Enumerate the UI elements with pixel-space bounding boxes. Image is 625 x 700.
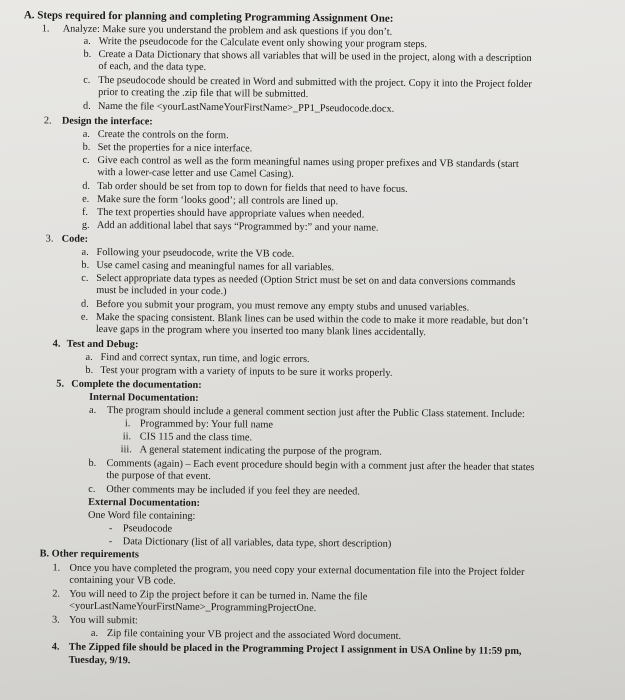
- design-c-text-2: with a lower-case letter and use Camel Casing).: [97, 166, 294, 180]
- design-heading: Design the interface:: [61, 115, 153, 128]
- roman-ii-mark: ii.: [122, 431, 132, 443]
- design-g-text: Add an additional label that says “Programmed by:” and your name.: [96, 219, 379, 234]
- internal-b-text-2: the purpose of that event.: [106, 470, 211, 483]
- design-a-mark: a.: [82, 128, 90, 140]
- design-d-mark: d.: [82, 180, 91, 192]
- internal-doc-heading: Internal Documentation:: [89, 391, 199, 404]
- submit-a-text: Zip file containing your VB project and the associated Word document.: [106, 628, 402, 642]
- code-e-text-2: leave gaps in the program where you inserted too many blank lines accidentally.: [95, 323, 427, 339]
- design-g-mark: g.: [81, 219, 90, 231]
- doc-number: 5.: [56, 378, 65, 390]
- code-d-mark: d.: [81, 298, 89, 310]
- analyze-c-mark: c.: [83, 74, 91, 86]
- test-b-text: Test your program with a variety of inputs to be sure it works properly.: [100, 364, 393, 379]
- test-a-text: Find and correct syntax, run time, and logic errors.: [100, 351, 310, 365]
- bullet-dictionary-text: Data Dictionary (list of all variables, data type, short description): [122, 536, 392, 550]
- other-2-mark: 2.: [52, 588, 61, 600]
- section-b-title: B. Other requirements: [39, 548, 139, 561]
- bullet-dictionary-mark: -: [108, 536, 113, 548]
- analyze-d-text: Name the file <yourLastNameYourFirstName>_PP1_Pseudocode.docx.: [97, 100, 395, 115]
- code-e-mark: e.: [80, 311, 89, 323]
- analyze-a-text: Write the pseudocode for the Calculate event only showing your program steps.: [98, 35, 428, 51]
- submit-a-mark: a.: [90, 627, 99, 639]
- code-number: 3.: [45, 233, 54, 245]
- other-2-text-1: You will need to Zip the project before it can be turned in. Name the file: [69, 588, 368, 603]
- external-doc-intro: One Word file containing:: [88, 509, 196, 522]
- section-a-title: A. Steps required for planning and completing Programming Assignment One:: [23, 9, 394, 25]
- internal-a-mark: a.: [89, 404, 97, 416]
- bullet-pseudocode-mark: -: [108, 523, 113, 535]
- analyze-d-mark: d.: [82, 100, 91, 112]
- code-b-mark: b.: [81, 259, 90, 271]
- other-4-text-1: The Zipped file should be placed in the Programming Project I assignment in USA Online by 11:59 pm,: [68, 641, 522, 658]
- design-f-mark: f.: [81, 206, 89, 218]
- other-4-text-2: Tuesday, 9/19.: [68, 654, 131, 667]
- analyze-c-text-1: The pseudocode should be created in Word and submitted with the project. Copy it into the Project folder: [98, 74, 532, 91]
- other-4-mark: 4.: [51, 641, 60, 653]
- design-number: 2.: [43, 115, 52, 127]
- internal-b-mark: b.: [88, 457, 97, 469]
- code-c-text-2: must be included in your code.): [96, 284, 227, 298]
- code-a-mark: a.: [81, 246, 89, 258]
- test-heading: Test and Debug:: [66, 338, 139, 351]
- internal-a-text: The program should include a general comment section just after the Public Class statement. Include:: [107, 405, 525, 421]
- design-c-mark: c.: [82, 154, 90, 166]
- code-a-text: Following your pseudocode, write the VB code.: [96, 246, 295, 260]
- test-number: 4.: [52, 338, 61, 350]
- other-1-text-2: containing your VB code.: [69, 574, 176, 587]
- design-d-text: Tab order should be set from top to down for fields that need to have focus.: [97, 180, 408, 195]
- code-c-mark: c.: [81, 272, 89, 284]
- internal-b-text-1: Comments (again) – Each event procedure should begin with a comment just after the header that states: [106, 458, 535, 474]
- internal-c-mark: c.: [88, 483, 96, 495]
- roman-i-text: Programmed by: Your full name: [139, 418, 273, 431]
- external-doc-heading: External Documentation:: [88, 496, 201, 509]
- other-2-text-2: <yourLastNameYourFirstName>_ProgrammingProjectOne.: [69, 600, 317, 615]
- design-e-mark: e.: [82, 193, 90, 205]
- other-1-mark: 1.: [52, 562, 61, 574]
- design-a-text: Create the controls on the form.: [97, 128, 229, 142]
- other-3-text: You will submit:: [68, 614, 138, 627]
- roman-iii-text: A general statement indicating the purpose of the program.: [139, 444, 382, 458]
- code-heading: Code:: [61, 233, 89, 245]
- doc-heading: Complete the documentation:: [71, 378, 202, 391]
- bullet-pseudocode-text: Pseudocode: [122, 523, 173, 535]
- analyze-b-text-2: of each, and the data type.: [98, 60, 207, 73]
- analyze-heading: Analyze: Make sure you understand the problem and ask questions if you don’t.: [62, 23, 393, 38]
- roman-i-mark: i.: [124, 418, 131, 430]
- other-1-text-1: Once you have completed the program, you need copy your external documentation file into the Project folder: [69, 562, 525, 579]
- internal-c-text: Other comments may be included if you feel they are needed.: [106, 484, 360, 498]
- roman-iii-mark: iii.: [120, 444, 132, 456]
- code-d-text: Before you submit your program, you must remove any empty stubs and unused variables.: [96, 298, 470, 314]
- design-b-mark: b.: [82, 141, 91, 153]
- analyze-number: 1.: [41, 23, 50, 35]
- test-b-mark: b.: [85, 364, 94, 376]
- code-e-text-1: Make the spacing consistent. Blank lines can be used within the code to make it more readable, but don’t: [95, 311, 529, 328]
- test-a-mark: a.: [85, 351, 93, 363]
- analyze-a-mark: a.: [83, 35, 91, 47]
- analyze-b-mark: b.: [83, 48, 92, 60]
- code-b-text: Use camel casing and meaningful names for all variables.: [96, 259, 335, 274]
- analyze-c-text-2: prior to creating the .zip file that will be submitted.: [98, 86, 309, 100]
- design-b-text: Set the properties for a nice interface.: [97, 141, 253, 155]
- other-3-mark: 3.: [51, 614, 60, 626]
- design-c-text-1: Give each control as well as the form meaningful names using proper prefixes and VB standards (start: [97, 154, 519, 170]
- design-f-text: The text properties should have appropriate values when needed.: [96, 206, 365, 221]
- roman-ii-text: CIS 115 and the class time.: [139, 431, 253, 444]
- analyze-b-text-1: Create a Data Dictionary that shows all variables that will be used in the project, along with a description: [98, 48, 532, 65]
- design-e-text: Make sure the form ‘looks good’; all controls are lined up.: [97, 193, 339, 208]
- code-c-text-1: Select appropriate data types as needed (Option Strict must be set on and data conversions commands: [96, 272, 516, 288]
